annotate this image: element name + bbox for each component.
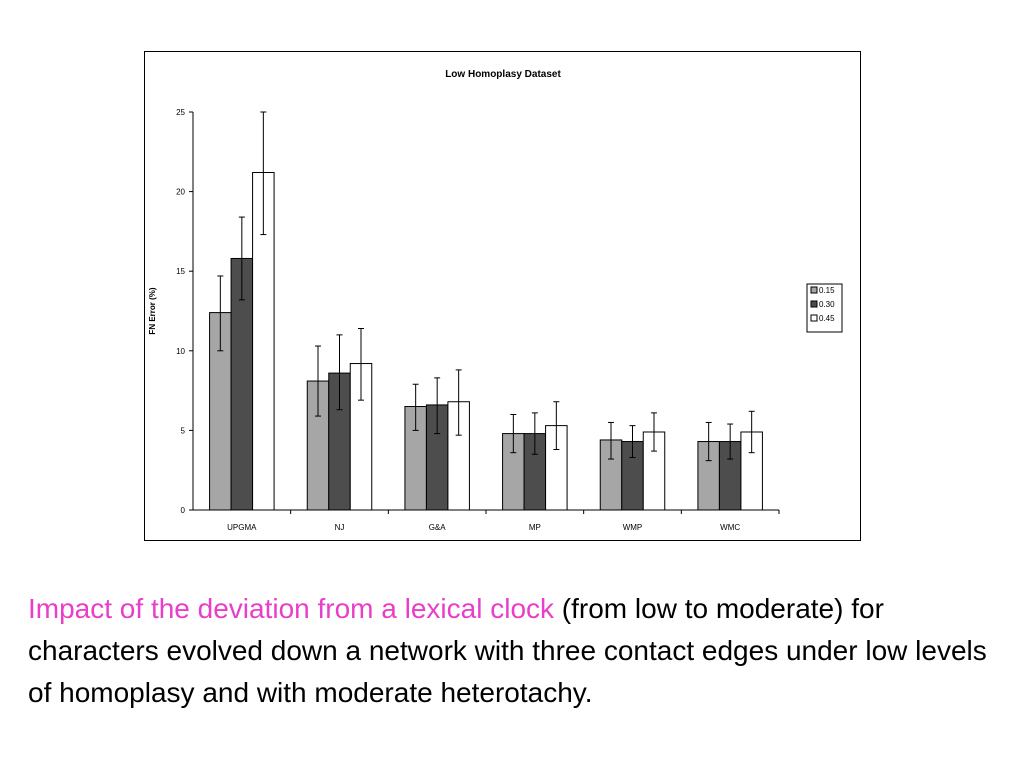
legend-label: 0.15 <box>819 286 835 295</box>
x-tick-label: MP <box>528 523 541 532</box>
x-tick-label: WMC <box>720 523 741 532</box>
caption-text: (from low to moderate) for characters evolved down a network with three contact edges under low levels of homoplasy and with moderate heterotachy. <box>28 593 987 708</box>
legend-swatch <box>811 301 817 307</box>
y-tick-label: 20 <box>176 187 185 197</box>
y-tick-label: 15 <box>176 267 185 277</box>
bar-chart <box>145 52 862 542</box>
x-tick-label: G&A <box>428 523 446 532</box>
legend-label: 0.45 <box>819 314 835 323</box>
x-tick-label: UPGMA <box>227 523 257 532</box>
x-tick-label: WMP <box>622 523 643 532</box>
chart-frame <box>144 51 861 541</box>
legend-swatch <box>811 315 817 321</box>
legend-swatch <box>811 287 817 293</box>
y-tick-label: 0 <box>180 506 185 515</box>
y-tick-label: 5 <box>180 426 185 436</box>
slide-caption <box>28 588 988 714</box>
legend-label: 0.30 <box>819 300 835 309</box>
caption-highlight: Impact of the deviation from a lexical clock <box>28 593 555 624</box>
chart-title: Low Homoplasy Dataset <box>445 69 561 80</box>
y-axis-label: FN Error (%) <box>148 287 157 335</box>
x-tick-label: NJ <box>334 523 345 532</box>
y-tick-label: 10 <box>176 346 185 356</box>
y-tick-label: 25 <box>176 108 185 117</box>
